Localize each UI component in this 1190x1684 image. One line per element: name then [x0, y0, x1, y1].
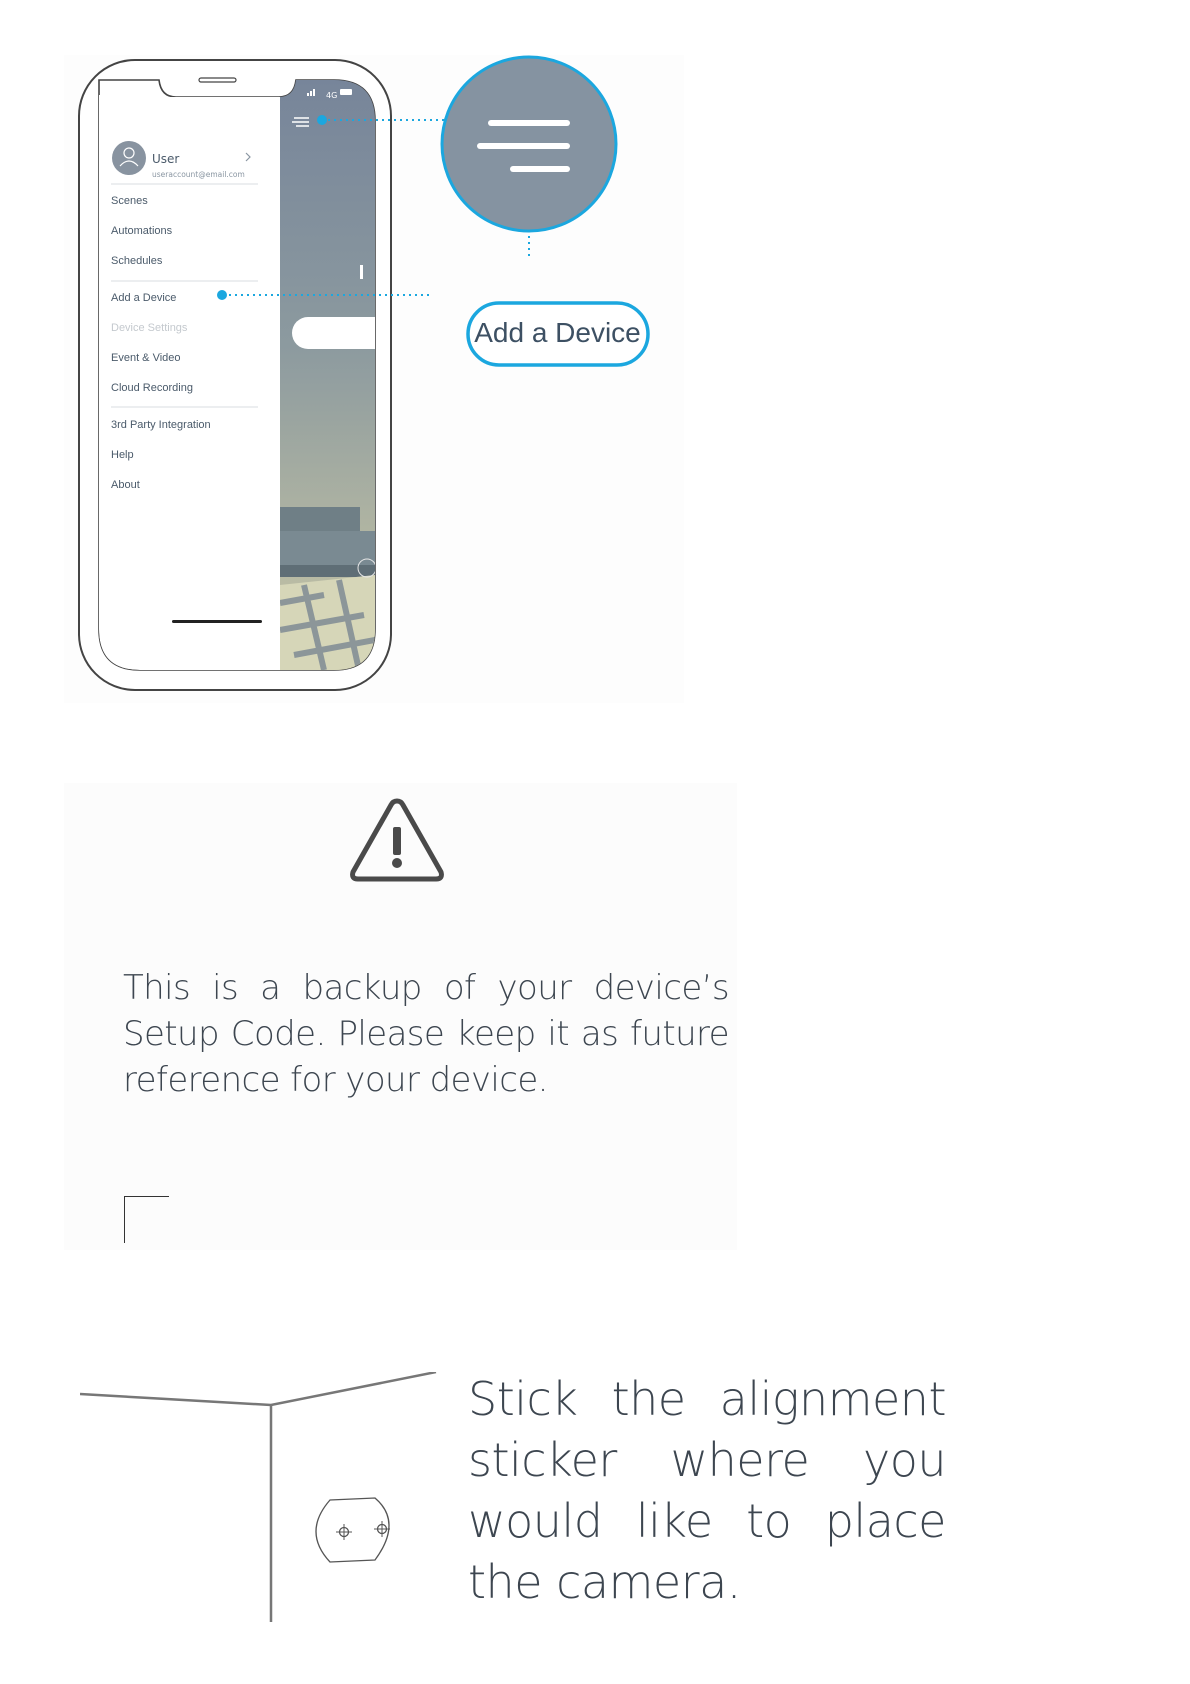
menu-item-help[interactable]: Help: [111, 449, 134, 461]
menu-item-device-settings: Device Settings: [111, 322, 188, 334]
user-email: useraccount@email.com: [152, 170, 245, 179]
user-name: User: [152, 152, 180, 166]
menu-item-scenes[interactable]: Scenes: [111, 195, 148, 207]
alignment-sticker-icon: [316, 1498, 390, 1562]
setup-code-corner-mark: [124, 1196, 169, 1243]
menu-item-event-video[interactable]: Event & Video: [111, 352, 181, 364]
setup-code-warning: [64, 783, 737, 1250]
battery-icon: [340, 89, 352, 95]
warning-text: This is a backup of your device’s Setup Code. Please keep it as future reference for your device.: [123, 968, 729, 1100]
hamburger-menu-icon: [442, 57, 616, 231]
menu-item-cloud-recording[interactable]: Cloud Recording: [111, 382, 193, 394]
menu-item-3rd-party-integration[interactable]: 3rd Party Integration: [111, 419, 211, 431]
add-device-callout-label: Add a Device: [474, 317, 641, 348]
menu-icon-marker: [317, 115, 327, 125]
menu-item-automations[interactable]: Automations: [111, 225, 173, 237]
wall-corner-illustration: [80, 1372, 450, 1624]
menu-item-schedules[interactable]: Schedules: [111, 255, 163, 267]
user-avatar-icon: [112, 141, 146, 175]
sticker-instruction-text: Stick the alignment sticker where you would like to place the camera.: [468, 1372, 946, 1609]
menu-item-about[interactable]: About: [111, 479, 140, 491]
menu-item-add-device[interactable]: Add a Device: [111, 292, 177, 304]
phone-illustration: [64, 55, 684, 703]
add-device-marker: [217, 290, 227, 300]
warning-triangle-icon: [344, 791, 450, 891]
network-indicator: 4G: [326, 91, 338, 100]
